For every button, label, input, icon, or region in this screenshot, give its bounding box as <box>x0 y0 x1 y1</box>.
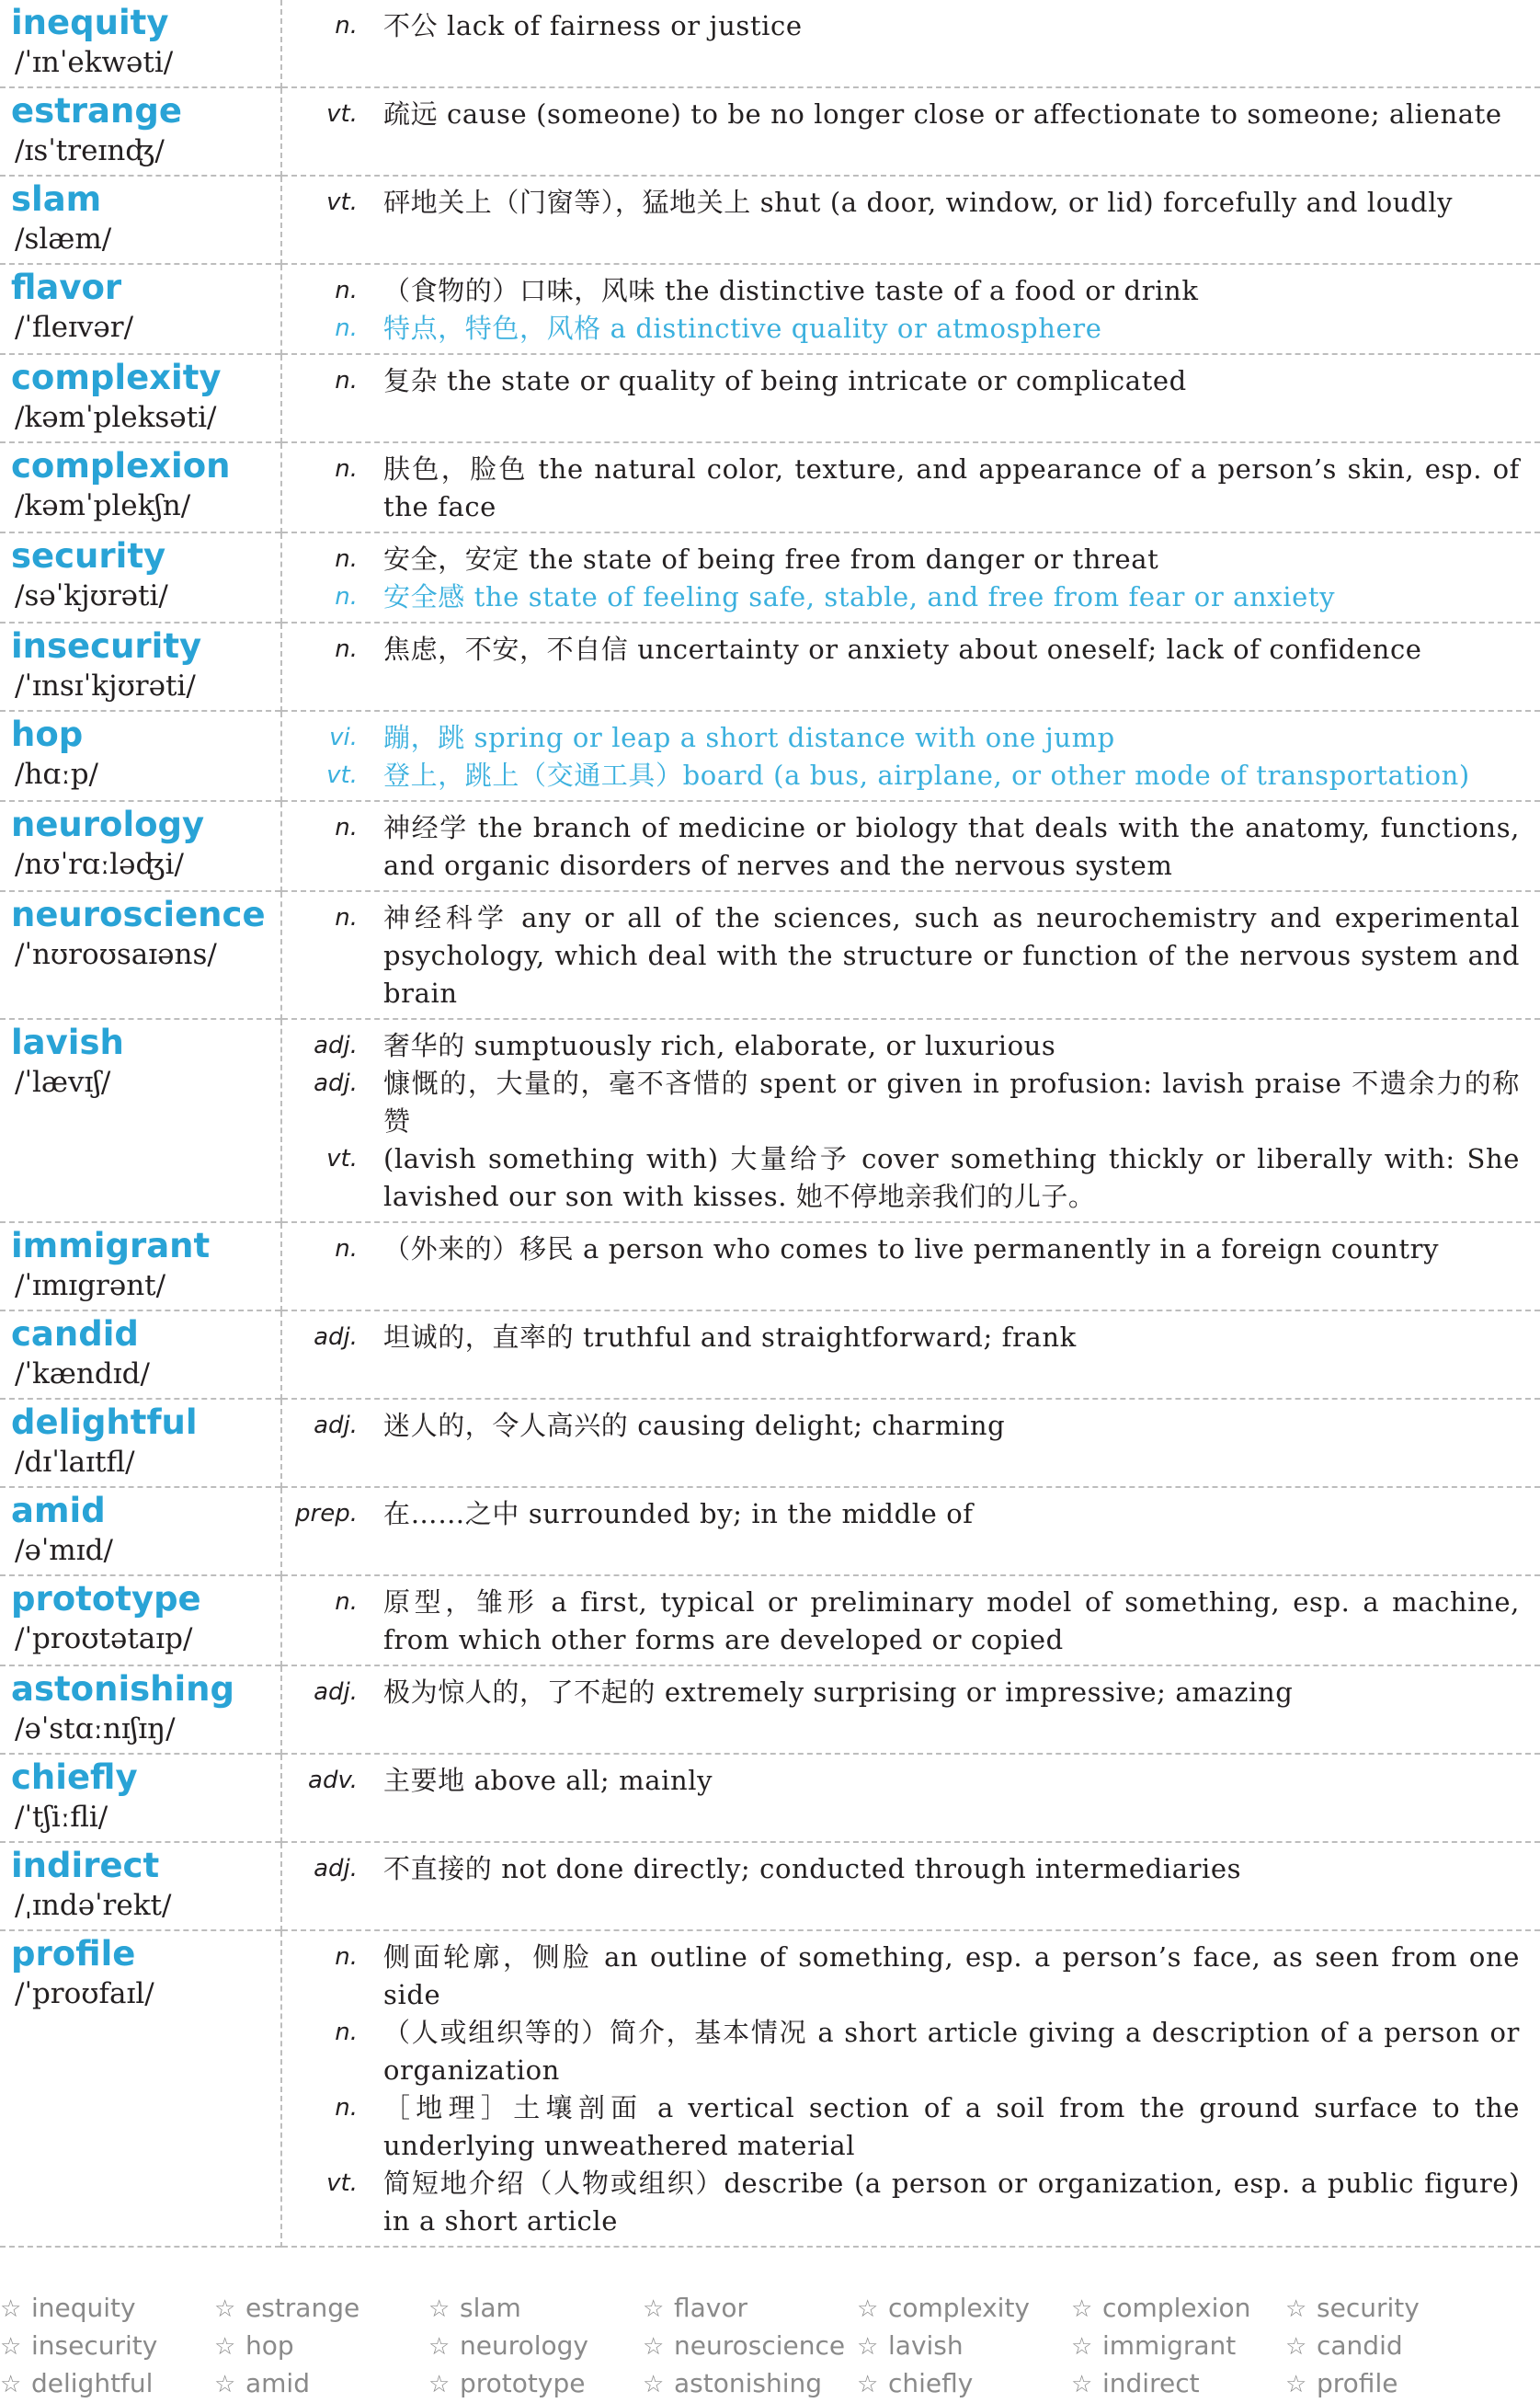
definition-text: 肤色，脸色 the natural color, texture, and appearance of a person’s skin, esp. of the face <box>383 453 1520 522</box>
vocab-entry <box>0 1487 1540 1575</box>
definition-text: 神经科学 any or all of the sciences, such as neurochemistry and experimental psychology, which deal with the structure or function of the nervous system and brain <box>383 902 1520 1009</box>
star-icon: ☆ <box>643 2295 665 2323</box>
headword-cell <box>0 1842 281 1930</box>
star-icon: ☆ <box>428 2295 451 2323</box>
headword: flavor <box>11 268 122 307</box>
star-icon: ☆ <box>1071 2295 1093 2323</box>
definition-text: 不直接的 not done directly; conducted through intermediaries <box>383 1853 1242 1884</box>
sense-row <box>282 2165 1540 2240</box>
vocab-entry <box>0 1399 1540 1487</box>
definition-text: 特点，特色，风格 a distinctive quality or atmosphere <box>383 313 1102 344</box>
headword-cell <box>0 264 281 354</box>
headword: candid <box>11 1314 139 1354</box>
headword-cell <box>0 711 281 801</box>
part-of-speech: vt. <box>326 189 358 216</box>
phonetic: /dɪˈlaɪtfl/ <box>15 1446 135 1479</box>
review-word <box>0 2365 214 2403</box>
definition-cell <box>281 1754 1540 1842</box>
review-word-label: lavish <box>888 2330 964 2361</box>
headword: complexion <box>11 446 231 486</box>
phonetic: /nʊˈrɑːləʤi/ <box>15 848 184 881</box>
definition-text: 砰地关上（门窗等），猛地关上 shut (a door, window, or lid) forcefully and loudly <box>383 187 1454 218</box>
definition-cell <box>281 442 1540 532</box>
headword-cell <box>0 0 281 87</box>
sense-row <box>282 2014 1540 2089</box>
part-of-speech: adj. <box>314 1678 358 1706</box>
part-of-speech: n. <box>335 545 358 573</box>
phonetic: /ˌɪndəˈrekt/ <box>15 1889 172 1922</box>
vocab-entry <box>0 532 1540 623</box>
star-icon: ☆ <box>428 2333 451 2361</box>
sense-row <box>282 809 1540 885</box>
star-icon: ☆ <box>428 2371 451 2398</box>
sense-row <box>282 578 1540 616</box>
sense-row <box>282 1850 1540 1888</box>
definition-text: 迷人的，令人高兴的 causing delight; charming <box>383 1410 1006 1441</box>
definition-text: 原型，雏形 a first, typical or preliminary model of something, esp. a machine, from which other forms are developed or copied <box>383 1586 1520 1655</box>
headword-cell <box>0 1487 281 1575</box>
headword: neurology <box>11 805 205 844</box>
review-word-label: immigrant <box>1102 2330 1237 2361</box>
phonetic: /kəmˈplekʃn/ <box>15 489 191 522</box>
review-word <box>1285 2365 1500 2403</box>
part-of-speech: adj. <box>314 1070 358 1097</box>
part-of-speech: adj. <box>314 1032 358 1059</box>
phonetic: /ˈkændɪd/ <box>15 1357 150 1390</box>
headword: profile <box>11 1934 136 1974</box>
vocab-entry <box>0 354 1540 442</box>
review-word <box>214 2365 428 2403</box>
definition-text: 神经学 the branch of medicine or biology that deals with the anatomy, functions, and organic disorders of nerves and the nervous system <box>383 812 1520 881</box>
sense-row <box>282 362 1540 400</box>
definition-text: (lavish something with) 大量给予 cover something thickly or liberally with: She lavished our son with kisses. 她不停地亲我们的儿子。 <box>383 1143 1520 1212</box>
review-word-label: complexity <box>888 2293 1030 2323</box>
sense-row <box>282 451 1540 526</box>
review-word-label: chiefly <box>888 2368 974 2398</box>
review-word <box>1285 2290 1500 2328</box>
sense-row <box>282 1674 1540 1711</box>
vocab-entry <box>0 87 1540 176</box>
part-of-speech: adj. <box>314 1855 358 1882</box>
vocab-entry <box>0 801 1540 891</box>
definition-cell <box>281 1842 1540 1930</box>
headword: indirect <box>11 1846 160 1885</box>
headword-cell <box>0 1019 281 1222</box>
definition-text: 疏远 cause (someone) to be no longer close or affectionate to someone; alienate <box>383 98 1502 130</box>
vocab-entry <box>0 1930 1540 2247</box>
definition-text: 安全，安定 the state of being free from danger or threat <box>383 544 1159 575</box>
sense-row <box>282 719 1540 757</box>
phonetic: /əˈmɪd/ <box>15 1534 113 1567</box>
sense-row <box>282 96 1540 133</box>
definition-cell <box>281 87 1540 176</box>
definition-text: 简短地介绍（人物或组织）describe (a person or organization, esp. a public figure) in a short article <box>383 2168 1520 2237</box>
headword: neuroscience <box>11 895 266 934</box>
part-of-speech: n. <box>335 367 358 395</box>
headword-cell <box>0 801 281 891</box>
headword: inequity <box>11 3 169 42</box>
review-word-label: slam <box>460 2293 521 2323</box>
review-word <box>1071 2290 1285 2328</box>
star-icon: ☆ <box>1285 2295 1307 2323</box>
sense-row <box>282 1319 1540 1356</box>
vocab-entry <box>0 264 1540 354</box>
definition-cell <box>281 891 1540 1019</box>
definition-text: （食物的）口味，风味 the distinctive taste of a food or drink <box>383 275 1199 306</box>
headword: estrange <box>11 91 182 131</box>
vocab-entry <box>0 711 1540 801</box>
review-word <box>214 2290 428 2328</box>
review-word <box>214 2328 428 2365</box>
star-icon: ☆ <box>643 2333 665 2361</box>
star-icon: ☆ <box>1285 2371 1307 2398</box>
part-of-speech: n. <box>335 12 358 40</box>
vocab-entry <box>0 176 1540 264</box>
sense-row <box>282 757 1540 795</box>
definition-text: 不公 lack of fairness or justice <box>383 10 803 41</box>
review-word-label: profile <box>1317 2368 1398 2398</box>
vocab-entry <box>0 1754 1540 1842</box>
phonetic: /ˈɪnˈekwəti/ <box>15 46 174 79</box>
review-word <box>643 2365 857 2403</box>
headword-cell <box>0 354 281 442</box>
definition-cell <box>281 0 1540 87</box>
star-icon: ☆ <box>0 2371 22 2398</box>
part-of-speech: n. <box>335 455 358 483</box>
part-of-speech: n. <box>335 2094 358 2122</box>
vocab-entry <box>0 0 1540 87</box>
phonetic: /səˈkjʊrəti/ <box>15 579 168 612</box>
phonetic: /kəmˈpleksəti/ <box>15 401 217 434</box>
definition-text: 侧面轮廓，侧脸 an outline of something, esp. a person’s face, as seen from one side <box>383 1941 1520 2010</box>
sense-row <box>282 1939 1540 2014</box>
phonetic: /ˈɪnsɪˈkjʊrəti/ <box>15 669 196 703</box>
part-of-speech: n. <box>335 814 358 841</box>
star-icon: ☆ <box>643 2371 665 2398</box>
headword-cell <box>0 891 281 1019</box>
sense-row <box>282 1407 1540 1445</box>
phonetic: /ˈfleɪvər/ <box>15 311 134 344</box>
definition-cell <box>281 532 1540 623</box>
review-word-label: astonishing <box>674 2368 823 2398</box>
part-of-speech: n. <box>335 635 358 663</box>
part-of-speech: vt. <box>326 2169 358 2197</box>
review-word <box>0 2290 214 2328</box>
headword-cell <box>0 1665 281 1754</box>
definition-cell <box>281 1930 1540 2247</box>
definition-text: 在……之中 surrounded by; in the middle of <box>383 1498 974 1529</box>
headword: immigrant <box>11 1226 211 1265</box>
phonetic: /ˈlævɪʃ/ <box>15 1066 111 1099</box>
part-of-speech: n. <box>335 2019 358 2046</box>
review-word <box>857 2290 1071 2328</box>
review-word <box>857 2365 1071 2403</box>
sense-row <box>282 272 1540 310</box>
phonetic: /ˈnʊroʊsaɪəns/ <box>15 938 217 971</box>
phonetic: /slæm/ <box>15 223 112 256</box>
definition-text: （人或组织等的）简介，基本情况 a short article giving a description of a person or organization <box>383 2017 1520 2086</box>
star-icon: ☆ <box>214 2371 236 2398</box>
definition-cell <box>281 711 1540 801</box>
headword-cell <box>0 176 281 264</box>
definition-cell <box>281 623 1540 711</box>
sense-row <box>282 184 1540 222</box>
review-word-label: complexion <box>1102 2293 1251 2323</box>
star-icon: ☆ <box>857 2295 879 2323</box>
review-word-label: amid <box>245 2368 310 2398</box>
star-icon: ☆ <box>0 2295 22 2323</box>
sense-row <box>282 631 1540 669</box>
part-of-speech: vt. <box>326 100 358 128</box>
vocab-entry <box>0 1665 1540 1754</box>
sense-row <box>282 1762 1540 1800</box>
review-word <box>1285 2328 1500 2365</box>
definition-cell <box>281 1310 1540 1399</box>
definition-text: 复杂 the state or quality of being intricate or complicated <box>383 365 1187 396</box>
sense-row <box>282 1065 1540 1140</box>
review-word <box>428 2365 643 2403</box>
part-of-speech: vt. <box>326 761 358 789</box>
part-of-speech: adj. <box>314 1323 358 1351</box>
definition-text: 主要地 above all; mainly <box>383 1765 713 1796</box>
phonetic: /ˈɪmɪgrənt/ <box>15 1269 166 1302</box>
part-of-speech: n. <box>335 1588 358 1616</box>
sense-row <box>282 899 1540 1013</box>
star-icon: ☆ <box>214 2295 236 2323</box>
review-word <box>1071 2328 1285 2365</box>
review-word-label: candid <box>1317 2330 1403 2361</box>
definition-text: （外来的）移民 a person who comes to live permanently in a foreign country <box>383 1233 1440 1264</box>
star-icon: ☆ <box>1071 2333 1093 2361</box>
headword: prototype <box>11 1579 201 1619</box>
definition-text: 极为惊人的，了不起的 extremely surprising or impressive; amazing <box>383 1676 1294 1708</box>
headword: hop <box>11 715 84 754</box>
review-word-label: estrange <box>245 2293 360 2323</box>
review-word-label: hop <box>245 2330 294 2361</box>
word-review-list <box>0 2290 1540 2403</box>
part-of-speech: vi. <box>329 724 358 751</box>
definition-text: 慷慨的，大量的，毫不吝惜的 spent or given in profusion: lavish praise 不遗余力的称赞 <box>383 1068 1520 1137</box>
definition-text: 奢华的 sumptuously rich, elaborate, or luxurious <box>383 1030 1056 1061</box>
definition-cell <box>281 1487 1540 1575</box>
sense-row <box>282 310 1540 348</box>
star-icon: ☆ <box>1071 2371 1093 2398</box>
headword-cell <box>0 442 281 532</box>
star-icon: ☆ <box>1285 2333 1307 2361</box>
review-word <box>428 2290 643 2328</box>
definition-cell <box>281 1665 1540 1754</box>
part-of-speech: n. <box>335 583 358 611</box>
part-of-speech: n. <box>335 1235 358 1263</box>
headword: insecurity <box>11 626 202 666</box>
definition-cell <box>281 1019 1540 1222</box>
review-word-label: prototype <box>460 2368 586 2398</box>
star-icon: ☆ <box>214 2333 236 2361</box>
review-word-label: flavor <box>674 2293 748 2323</box>
vocab-entry <box>0 1222 1540 1310</box>
review-word-label: inequity <box>31 2293 136 2323</box>
definition-cell <box>281 176 1540 264</box>
definition-cell <box>281 1222 1540 1310</box>
sense-row <box>282 1027 1540 1065</box>
part-of-speech: n. <box>335 315 358 342</box>
definition-cell <box>281 801 1540 891</box>
sense-row <box>282 2089 1540 2165</box>
review-word <box>857 2328 1071 2365</box>
headword: security <box>11 536 166 576</box>
headword-cell <box>0 1310 281 1399</box>
sense-row <box>282 7 1540 45</box>
review-word <box>1071 2365 1285 2403</box>
headword: complexity <box>11 358 222 397</box>
phonetic: /ɪsˈtreɪnʤ/ <box>15 134 165 167</box>
definition-text: 蹦，跳 spring or leap a short distance with one jump <box>383 722 1115 753</box>
review-word-label: neurology <box>460 2330 588 2361</box>
vocab-entry <box>0 1310 1540 1399</box>
review-word <box>643 2290 857 2328</box>
review-word-label: indirect <box>1102 2368 1200 2398</box>
vocab-entry <box>0 442 1540 532</box>
headword-cell <box>0 1575 281 1665</box>
phonetic: /əˈstɑːnɪʃɪŋ/ <box>15 1712 176 1745</box>
star-icon: ☆ <box>0 2333 22 2361</box>
part-of-speech: vt. <box>326 1145 358 1173</box>
part-of-speech: prep. <box>295 1500 358 1528</box>
sense-row <box>282 1230 1540 1268</box>
sense-row <box>282 541 1540 578</box>
phonetic: /hɑːp/ <box>15 758 98 791</box>
vocab-entry <box>0 1842 1540 1930</box>
vocab-entry <box>0 1019 1540 1222</box>
star-icon: ☆ <box>857 2371 879 2398</box>
headword: chiefly <box>11 1757 138 1797</box>
sense-row <box>282 1140 1540 1216</box>
definition-text: 焦虑，不安，不自信 uncertainty or anxiety about oneself; lack of confidence <box>383 634 1422 665</box>
headword-cell <box>0 1754 281 1842</box>
headword-cell <box>0 87 281 176</box>
headword-cell <box>0 1222 281 1310</box>
part-of-speech: adj. <box>314 1412 358 1439</box>
headword: slam <box>11 179 102 219</box>
vocab-entry <box>0 891 1540 1019</box>
sense-row <box>282 1584 1540 1659</box>
part-of-speech: adv. <box>308 1767 358 1794</box>
headword-cell <box>0 532 281 623</box>
headword-cell <box>0 1399 281 1487</box>
headword: delightful <box>11 1402 198 1442</box>
definition-text: 安全感 the state of feeling safe, stable, and free from fear or anxiety <box>383 581 1336 612</box>
review-word-label: insecurity <box>31 2330 158 2361</box>
review-word <box>0 2328 214 2365</box>
star-icon: ☆ <box>857 2333 879 2361</box>
part-of-speech: n. <box>335 277 358 304</box>
review-word-label: neuroscience <box>674 2330 846 2361</box>
vocab-entry <box>0 623 1540 711</box>
definition-cell <box>281 1575 1540 1665</box>
definition-cell <box>281 264 1540 354</box>
phonetic: /ˈproʊtətaɪp/ <box>15 1622 193 1655</box>
review-word-label: delightful <box>31 2368 154 2398</box>
headword: lavish <box>11 1023 124 1062</box>
definition-text: 登上，跳上（交通工具）board (a bus, airplane, or other mode of transportation) <box>383 760 1470 791</box>
definition-text: 坦诚的，直率的 truthful and straightforward; frank <box>383 1322 1077 1353</box>
headword: amid <box>11 1491 106 1530</box>
headword-cell <box>0 1930 281 2247</box>
review-word <box>428 2328 643 2365</box>
review-word <box>643 2328 857 2365</box>
definition-text: ［地理］土壤剖面 a vertical section of a soil from the ground surface to the underlying unweathered material <box>383 2092 1520 2161</box>
sense-row <box>282 1495 1540 1533</box>
part-of-speech: n. <box>335 904 358 932</box>
definition-cell <box>281 354 1540 442</box>
review-word-label: security <box>1317 2293 1420 2323</box>
definition-cell <box>281 1399 1540 1487</box>
phonetic: /ˈproʊfaɪl/ <box>15 1977 154 2010</box>
vocab-entry <box>0 1575 1540 1665</box>
headword-cell <box>0 623 281 711</box>
part-of-speech: n. <box>335 1943 358 1971</box>
headword: astonishing <box>11 1669 234 1709</box>
phonetic: /ˈtʃiːfli/ <box>15 1801 108 1834</box>
